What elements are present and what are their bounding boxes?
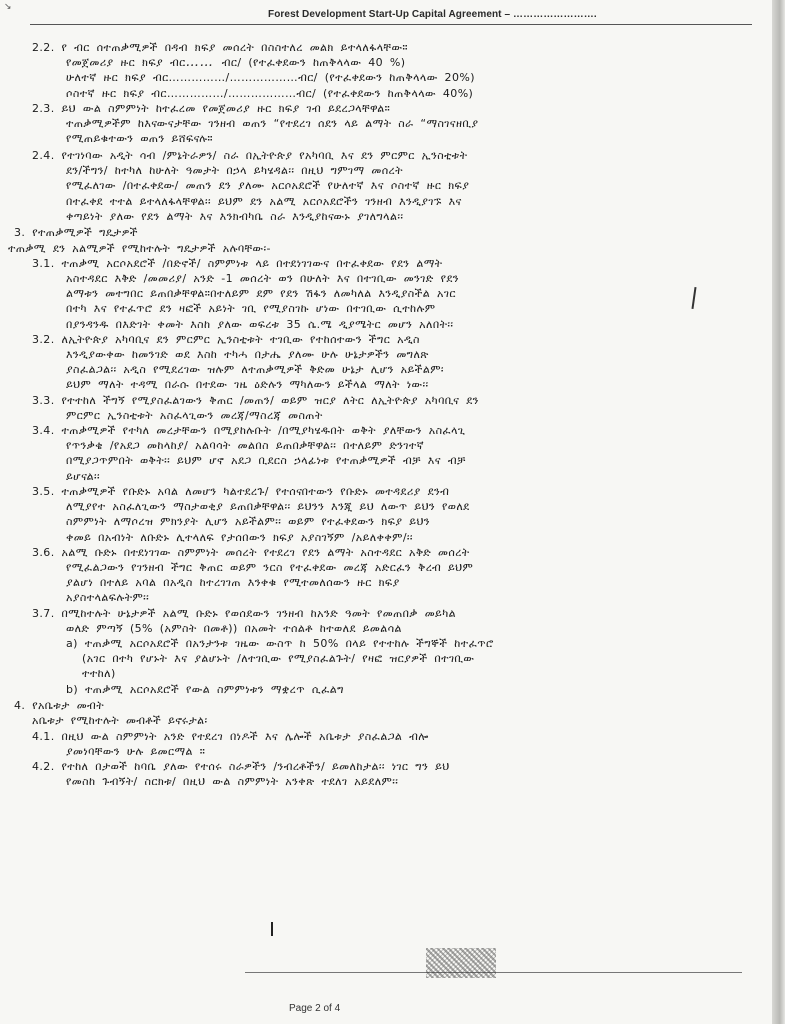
line-text: 4.2. የተከለ በታወች ከባቤ ያለው የተሰሩ ስራዎችን /ንብረቶችን/ ይመለከታል፡፡ ነገር ግን ይህ (32, 760, 450, 774)
line-text: የመስከ ጉብኝት/ ስርክቱ/ በዚህ ውል ስምምነት አንቀጽ ተደለገ አይደለም፡፡ (66, 775, 399, 789)
text-line (8, 438, 658, 453)
line-text: አቤቱታ የሚከተሉት መብቶች ይኖሩታል፡ (32, 714, 208, 728)
text-line (8, 286, 658, 301)
line-text: የጥንቃቄ /የአደጋ መከላከያ/ አልባሳት መልበስ ይጠበቃቸዋል፡፡ በተለይም ድንገተኛ (66, 439, 425, 453)
header-rule (30, 24, 752, 25)
text-line (8, 393, 658, 408)
text-line (8, 271, 658, 286)
text-line (8, 256, 658, 271)
line-text: የመጀመሪያ ዙር ክፍያ ብር (66, 56, 186, 70)
page-edge (772, 0, 785, 1024)
text-line (8, 499, 658, 514)
text-line (8, 453, 658, 468)
text-line (8, 40, 658, 55)
text-line (8, 713, 658, 728)
line-text: 2.4. የተገነባው አዲት ሳብ /ምኔትራዎን/ ስራ በኢትዮጵያ የአካባቢ እና ደን ምርምር ኢንስቲቱት (32, 148, 468, 162)
line-text: 3.5. ተጠቃሚዎች የቡድኑ አባል ለመሆን ካልተደረጉ/ የተሰናበተውን የቡድኑ መተዳደሪያ ደንብ (32, 484, 450, 498)
line-text: አያስተላልፍሉትም፡፡ (66, 591, 150, 605)
text-line (8, 86, 658, 101)
margin-mark (691, 287, 696, 309)
line-text: የሚፈልጋውን የገንዘብ ችግር ቅጠር ወይም ንርስ የተፈቀደው መረጃ አድርፈን ቅረብ ይህም (66, 560, 474, 574)
text-line (8, 332, 658, 347)
text-line (8, 530, 658, 545)
line-text: ተጠቃሚ ደን አልሚዎች የሚከተሉት ግዴታዎች አሉባቸው፡- (8, 241, 271, 255)
text-line (8, 347, 658, 362)
line-text: ወለድ ምጣኝ (5% (አምስት በመቶ)) በአመት ተሰልቶ ከተወለደ ይመልሳል (66, 621, 402, 635)
line-text: 3.3. የተተከለ ችግኝ የሚያስፈልገውን ቅጠር /መጠን/ ወይም ዝርያ ለትር ለኢትዮጵያ አካባቢና ደን (32, 393, 479, 407)
text-line (8, 178, 658, 193)
text-line (8, 590, 658, 605)
line-text: ያስፈልጋል፡፡ አዲስ የሚደረገው ዝሉም ለተጠቃሚዎች ቅድመ ሁኔታ ሊሆን አይችልም፡ (66, 363, 444, 377)
line-text: a) ተጠቃሚ አርሶአደሮች በአንታንቱ ገዜው ውስጥ ከ 50% በላይ የተተከሉ ችግኞች ከተፈጥሮ (66, 636, 494, 650)
line-text: ልማቱን መተግበር ይጠበቃቸዋል።በተለይም ደም የደን ሽፋን ለመካለል እንዲያስችል አገር (66, 287, 456, 301)
text-line (8, 682, 658, 697)
line-text: በያንዳንዱ በእድገት ቀመት እስከ ያለው ወፍረቱ 35 ሴ.ሜ ዲያሜትር መሆን አለበት፡፡ (66, 317, 454, 331)
text-line (8, 55, 658, 70)
text-line (8, 163, 658, 178)
text-line (8, 514, 658, 529)
line-text: ለሚያየተ አስፈለጊውን ማስታወቂያ ይጠበቃቸዋል፡፡ ይህንን እንጂ ይህ ለውጥ ይህን የወለደ (66, 500, 470, 514)
line-text: 4. የአቤቱታ መብት (14, 699, 105, 713)
text-line (8, 148, 658, 163)
line-text: 3. የተጠቃሚዎች ግዴታዎች (14, 226, 138, 240)
handwritten-amount: …… (185, 55, 222, 71)
corner-mark: ↘ (4, 2, 12, 12)
line-text: በተካ እና የተፈጥሮ ደን ዛፎች አይነት ገቢ የሚያስገኩ ሆነው በተገቢው ሲተከሉም (66, 302, 436, 316)
text-line (8, 484, 658, 499)
line-text: ስምምነት ለማሶረዝ ምክንያት ሊሆን አይችልም፡፡ ወይም የተፈቀደውን ክፍያ ይህን (66, 515, 430, 529)
text-line (8, 666, 658, 681)
line-text: የሚጠይቁተውን ወጠን ይሸፍናሉ። (66, 132, 213, 146)
text-line (8, 70, 658, 85)
line-text-tail: ብር/ (የተፈቀደውን ከጠቅላላው 40 %) (221, 56, 406, 70)
text-line (8, 301, 658, 316)
text-line (8, 729, 658, 744)
document-body (8, 40, 658, 789)
text-line (8, 606, 658, 621)
text-line (8, 636, 658, 651)
line-text: (አገር በተካ የሆኑት እና ያልሆኑት /ለተገቢው የሚያስፈልጉት/ የዛፎ ዝርያዎች በተገቢው (82, 652, 475, 666)
line-text: እንዲያውቀው ከመንገድ ወደ እስከ ተካሓ በታሔ ያለሙ ሁሉ ሁኔታዎችን መግለጽ (66, 348, 429, 362)
line-text: 2.3. ይህ ውል ስምምነት ከተፈረመ የመጀመሪያ ዙር ክፍያ ገብ ይደረጋላቸዋል። (32, 101, 391, 115)
line-text: ቀመይ በአብነት ለቡድኑ ሊተላለፍ የታሰበውን ክፍያ አያስገኝም /አይለቀቀም/፡፡ (66, 530, 413, 544)
text-line (8, 744, 658, 759)
line-text: ይሆናል፡፡ (66, 469, 100, 483)
text-line (8, 423, 658, 438)
text-line (8, 194, 658, 209)
line-text: ሁለተኛ ዙር ክፍያ ብር……………/………………ብር/ (የተፈቀደውን ከጠቅላላው 20%) (66, 71, 475, 85)
line-text: ሶስተኛ ዙር ክፍያ ብር……………/………………ብር/ (የተፈቀደውን ከጠቅላላው 40%) (66, 86, 474, 100)
text-line (8, 209, 658, 224)
line-text: በሚያጋጥምበት ወቅት፡፡ ይህም ሆኖ አደጋ ቢደርስ ኃላፊነቱ የተጠቃሚዎች ብቻ እና ብቻ (66, 454, 466, 468)
text-line (8, 545, 658, 560)
text-line (8, 408, 658, 423)
line-text: ይህም ማለት ተዳሚ በራሱ በተደው ገዜ ዕድሉን ማካለውን ይችላል ማለት ነው፡፡ (66, 378, 429, 392)
text-line (8, 560, 658, 575)
ink-mark (271, 922, 273, 936)
line-text: ቀጣይነት ያለው የደን ልማት እና እንክብካቤ ስራ እንዲያከናውኑ ያገለግላል፡፡ (66, 209, 404, 223)
page-header: Forest Development Start-Up Capital Agreement – ……………………. (268, 9, 597, 20)
text-line (8, 774, 658, 789)
text-line (8, 698, 658, 713)
line-text: b) ተጠቃሚ አርሶአደሮች የውል ስምምነቱን ማቋረጥ ሲፈልግ (66, 682, 344, 696)
stamp (426, 948, 496, 978)
line-text: 3.6. አልሚ ቡድኑ በተደነገገው ስምምነት መሰረት የተደረገ የደን ልማት አስተዳደር አቅድ መሰረት (32, 545, 470, 559)
line-text: ያመነባቸውን ሁሉ ይመርማል ። (66, 744, 206, 758)
line-text: አስተዳደር እቅድ /መመሪያ/ አንድ -1 መሰረት ወን በሁለት እና በተገቢው መንገድ የደን (66, 272, 459, 286)
text-line (8, 317, 658, 332)
line-text: ምርምር ኢንስቲቱት አስፈላጊውን መረጃ/ማስረጃ መስጠት (66, 408, 323, 422)
line-text: 3.2. ለኢትዮጵያ አካባቢና ደን ምርምር ኢንስቲቱት ተገቢው የተከሰተውን ችግር አዲስ (32, 332, 420, 346)
line-text: ደን/ችግን/ ከተካለ ከሁለት ዓመታት በኃላ ይካሄዳል፡፡ በዚህ ግምገማ መሰረት (66, 164, 403, 178)
line-text: ተተከለ) (82, 667, 116, 681)
line-text: በተፈቀደ ተተል ይተላለፋላቸዋል፡፡ ይህም ደን አልሚ አርሶአደሮችን ገንዘብ እንዲያገኙ እና (66, 194, 462, 208)
line-text: የሚፈለገው /በተፈቀደው/ መጠን ደን ያለሙ አርሶአደሮች የሁለተኛ እና ሶስተኛ ዙር ክፍያ (66, 179, 470, 193)
line-text: 4.1. በዚህ ውል ስምምነት አንድ የተደረገ በነዶች እና ሌሎች አቤቱታ ያስፈልጋል ብሎ (32, 729, 429, 743)
text-line (8, 651, 658, 666)
text-line (8, 131, 658, 146)
text-line (8, 116, 658, 131)
line-text: 3.7. በሚከተሉት ሁኔታዎች አልሚ ቡድኑ የወሰደውን ገንዘብ ከአንድ ዓመት የመጠበቃ መይካል (32, 606, 456, 620)
line-text: 2.2. የ ብር ሰተጠቃሚዎች በዳብ ክፍያ መሰረት በስስተለረ መልክ ይተላለፋላቸው። (32, 41, 408, 54)
text-line (8, 225, 658, 240)
text-line (8, 575, 658, 590)
text-line (8, 362, 658, 377)
line-text: ተጠቃሚዎችም ከእናውናታቸው ገንዘብ ወጠን “የተደረገ ሰደን ላይ ልማት ስራ “ማስገናዘቢያ (66, 117, 479, 131)
text-line (8, 621, 658, 636)
page-number: Page 2 of 4 (289, 1003, 341, 1014)
text-line (8, 241, 658, 256)
text-line (8, 469, 658, 484)
text-line (8, 759, 658, 774)
line-text: 3.1. ተጠቃሚ አርሶአደሮች /በድኖች/ ስምምነቱ ላይ በተደነገገውና በተፈቀደው የደን ልማት (32, 256, 443, 270)
line-text: ያልሆነ በተለይ አባል በአዲስ ከተረገገጠ እንቀቁ የሚተመለሰውን ዙር ክፍያ (66, 576, 400, 590)
text-line (8, 101, 658, 116)
line-text: 3.4. ተጠቃሚዎች የተካለ መረታቸውን በሚያከሉቡት /በሚያካሄዱበት ወቅት ያለቸውን አስፈላጊ (32, 424, 466, 438)
text-line (8, 377, 658, 392)
